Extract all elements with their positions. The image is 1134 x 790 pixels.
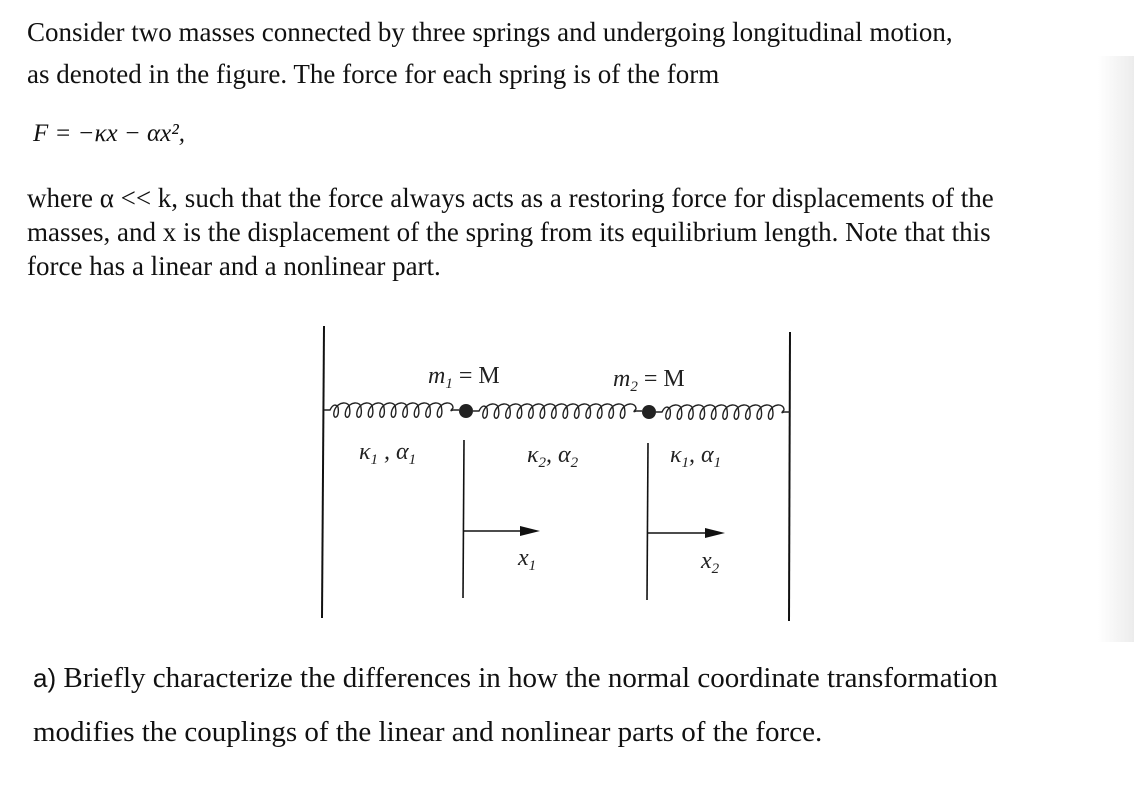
question-text-1: Briefly characterize the differences in how the normal coordinate transformation [63,662,998,694]
mass-2 [642,405,656,419]
question-label: a) [33,663,57,693]
displacement-1-label: $x_1$ [518,545,537,574]
mass-2-label: $m_2 = M$ [613,366,685,395]
reference-line-1 [463,440,464,598]
question-a-line-1 [33,662,998,695]
mass-1-label: $m_1 = M$ [428,363,500,392]
description-line-2: masses, and x is the displacement of the spring from its equilibrium length. Note that this [27,217,991,247]
intro-line-2: as denoted in the figure. The force for each spring is of the form [27,59,720,89]
spring-left-label: $\kappa_1$ , $\alpha_1$ [359,439,417,468]
force-equation: F = −κx − αx², [33,120,185,147]
arrowhead-1 [520,526,540,536]
right-wall [789,332,790,621]
displacement-2-label: $x_2$ [701,548,720,577]
reference-line-2 [647,443,648,600]
spring-right-label: $\kappa_1$, $\alpha_1$ [670,442,722,471]
description-line-1: where α << k, such that the force always acts as a restoring force for displacements of the [27,183,994,213]
mass-1 [459,404,473,418]
spring-middle-label: $\kappa_2$, $\alpha_2$ [527,442,579,471]
spring-left [324,403,459,417]
left-wall [322,326,324,618]
intro-line-1: Consider two masses connected by three springs and undergoing longitudinal motion, [27,17,953,47]
arrowhead-2 [705,528,725,538]
question-a-line-2: modifies the couplings of the linear and nonlinear parts of the force. [33,716,823,748]
description-line-3: force has a linear and a nonlinear part. [27,251,441,281]
spring-right [656,405,790,419]
spring-middle [473,404,642,418]
